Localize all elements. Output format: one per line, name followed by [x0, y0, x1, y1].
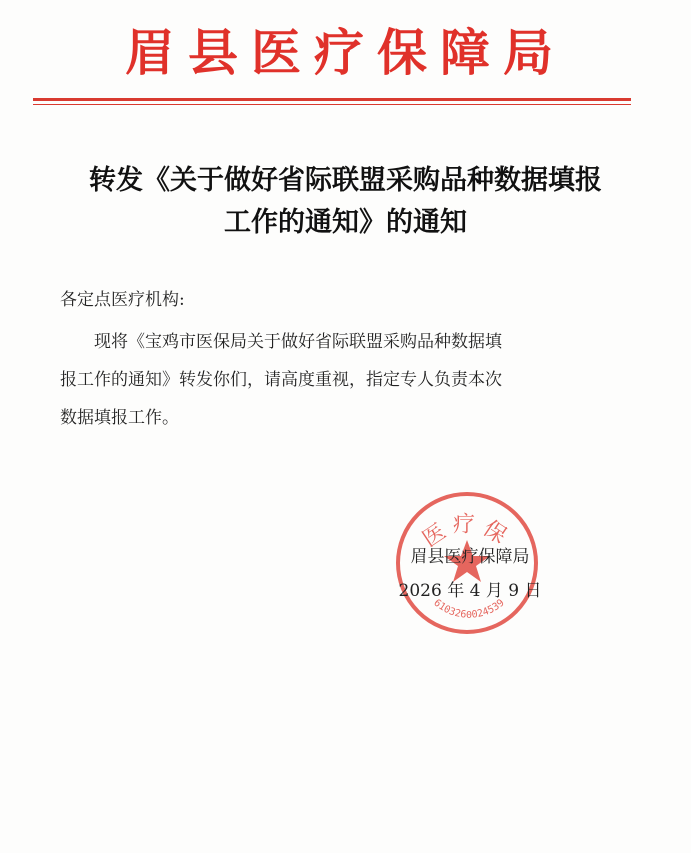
letterhead-rule-thin — [33, 104, 631, 105]
svg-text:6103260024539: 6103260024539 — [431, 597, 507, 621]
letterhead-rule-thick — [33, 98, 631, 101]
salutation: 各定点医疗机构: — [60, 290, 185, 310]
body-paragraph — [60, 323, 620, 437]
signature-date: 2026 年 4 月 9 日 — [398, 581, 542, 601]
document-title — [40, 160, 651, 244]
svg-text:医疗保: 医疗保 — [418, 512, 516, 553]
signature-org: 眉县医疗保障局 — [410, 547, 530, 567]
body-line-2: 报工作的通知》转发你们，请高度重视，指定专人负责本次 — [60, 370, 502, 390]
signature-block — [360, 540, 580, 608]
body-line-3: 数据填报工作。 — [60, 408, 179, 428]
document-title-line-1: 转发《关于做好省际联盟采购品种数据填报 — [89, 165, 602, 196]
letterhead-title: 眉县医疗保障局 — [125, 23, 566, 82]
document-title-line-2: 工作的通知》的通知 — [224, 207, 467, 238]
body-line-1: 现将《宝鸡市医保局关于做好省际联盟采购品种数据填 — [94, 332, 502, 352]
